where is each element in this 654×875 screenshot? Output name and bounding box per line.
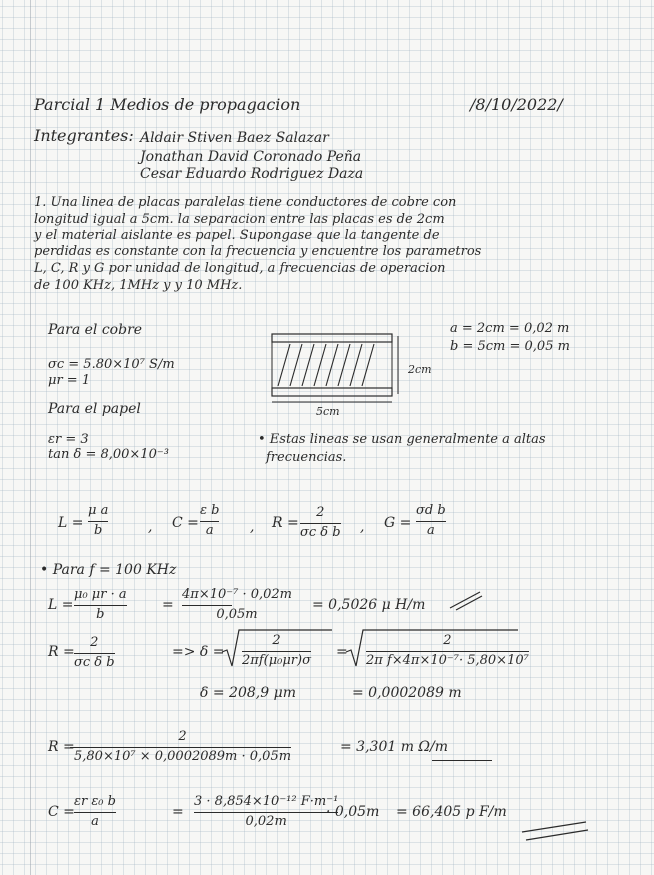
copper-conductivity: σc = 5.80×10⁷ S/m [48,357,175,372]
equals-sign: = [336,644,348,660]
denominator: b [94,522,103,538]
C-numeric-fraction [194,795,338,830]
formula-R-lhs: R = [272,515,299,531]
C-symbolic-fraction [74,795,116,830]
delta-fraction [242,634,311,669]
loss-tangent: tan δ = 8,00×10⁻³ [48,447,169,462]
numerator: 2 [316,505,325,520]
top-plate [272,334,392,342]
members-label: Integrantes: [34,126,134,145]
numerator: 2 [272,633,281,648]
dimension-a: a = 2cm = 0,02 m [450,321,570,336]
denominator: 2π f×4π×10⁻⁷· 5,80×10⁷ [366,652,529,668]
numerator: 2 [178,729,187,744]
numerator: ε b [200,503,220,518]
document-title: Parcial 1 Medios de propagacion [34,95,301,114]
denominator: 5,80×10⁷ × 0,0002089m · 0,05m [74,748,292,764]
relative-permeability: μr = 1 [48,373,91,388]
R-numeric-fraction [74,730,291,765]
problem-line: perdidas es constante con la frecuencia y encuentre los parametros [34,244,482,259]
formula-L-fraction [88,504,108,539]
R-numeric-lhs: R = [48,739,75,755]
copper-label: Para el cobre [48,322,143,338]
L-symbolic-fraction [74,588,127,623]
result-underline [432,760,492,761]
dimension-b: b = 5cm = 0,05 m [450,339,570,354]
denominator: σc δ b [74,654,115,670]
denominator: 2πf(μ₀μr)σ [242,652,311,668]
numerator: σd b [416,503,446,518]
numerator: εr ε₀ b [74,794,116,809]
denominator: b [96,606,105,622]
C-lhs: C = [48,804,75,820]
delta-numeric-fraction [366,634,529,669]
bottom-plate [272,388,392,396]
denominator: σc δ b [300,524,341,540]
denominator: a [91,813,99,829]
problem-line: y el material aislante es papel. Supongase que la tangente de [34,228,440,243]
separator: , [250,519,255,535]
note-line: • Estas lineas se usan generalmente a altas [258,432,546,447]
case-frequency-label: • Para f = 100 KHz [40,562,177,578]
problem-line: L, C, R y G por unidad de longitud, a frecuencias de operacion [34,261,446,276]
separator: , [360,519,365,535]
denominator: a [205,522,214,538]
denominator: a [426,522,435,538]
parallel-plate-diagram [260,332,410,412]
L-result: = 0,5026 μ H/m [312,597,426,613]
formula-G-fraction [416,504,446,539]
C-multiplier: · 0,05m [326,804,380,820]
implies-delta: => δ = [172,644,225,660]
formula-L-lhs: L = [58,515,84,531]
numerator: 4π×10⁻⁷ · 0,02m [182,587,292,602]
formula-G-lhs: G = [384,515,412,531]
numerator: μ a [88,503,109,518]
problem-line: longitud igual a 5cm. la separacion entre las placas es de 2cm [34,212,445,227]
relative-permittivity: εr = 3 [48,432,89,447]
R-symbolic-fraction [74,636,115,671]
equals-sign: = [172,804,184,820]
numerator: μ₀ μr · a [74,587,127,602]
C-result: = 66,405 p F/m [396,804,507,820]
numerator: 2 [443,633,452,648]
R-lhs: R = [48,644,75,660]
skin-depth-result: δ = 208,9 μm [200,685,296,701]
result-check-mark [448,588,484,612]
member-name: Jonathan David Coronado Peña [140,149,362,165]
numerator: 3 · 8,854×10⁻¹² F·m⁻¹ [194,794,339,809]
denominator: 0,02m [245,813,287,829]
formula-C-fraction [200,504,219,539]
result-double-underline [520,818,590,846]
margin-line [30,0,31,875]
equals-sign: = [162,597,174,613]
paper-label: Para el papel [48,401,141,417]
member-name: Aldair Stiven Baez Salazar [140,130,329,146]
document-date: /8/10/2022/ [470,95,563,114]
numerator: 2 [90,635,99,650]
skin-depth-result-meters: = 0,0002089 m [352,685,462,701]
L-numeric-fraction [182,588,292,623]
denominator: 0,05m [216,606,258,622]
dielectric-hatching [278,344,374,386]
dimension-height-label: 2cm [408,363,432,376]
problem-line: 1. Una linea de placas paralelas tiene conductores de cobre con [34,195,457,210]
problem-line: de 100 KHz, 1MHz y y 10 MHz. [34,278,243,293]
note-line: frecuencias. [266,450,347,465]
L-lhs: L = [48,597,74,613]
dimension-width-label: 5cm [316,405,340,418]
formula-C-lhs: C = [172,515,199,531]
member-name: Cesar Eduardo Rodriguez Daza [140,166,364,182]
formula-R-fraction [300,506,341,541]
R-result: = 3,301 m Ω/m [340,739,449,755]
separator: , [148,519,153,535]
